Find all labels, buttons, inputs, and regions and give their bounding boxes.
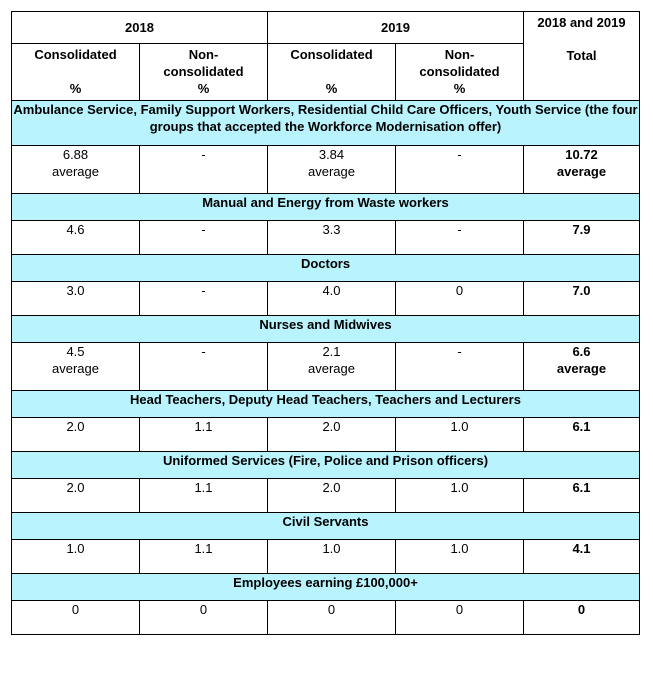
values-row [12,418,640,452]
total-value: 4.1 [524,540,640,574]
total-label: Total [566,48,597,63]
values-row [12,146,640,194]
percent-label: % [69,81,82,96]
pay-award-table [11,11,640,635]
consolidated-2018-value: 1.0 [12,540,140,574]
non-consolidated-2019-header [396,44,524,101]
consolidated-2018-value: 3.0 [12,282,140,316]
consolidated-2018-value: 4.5 average [12,343,140,391]
group-row [12,391,640,418]
consolidated-2019-value: 1.0 [268,540,396,574]
consolidated-2019-value: 3.3 [268,221,396,255]
total-value: 7.9 [524,221,640,255]
non-consolidated-2018-value: - [140,146,268,194]
non-consolidated-2018-header [140,44,268,101]
consolidated-2018-value: 2.0 [12,418,140,452]
consolidated-2018-header [12,44,140,101]
non-consolidated-2019-value: 1.0 [396,479,524,513]
group-row [12,513,640,540]
group-name: Nurses and Midwives [12,316,640,343]
values-row [12,540,640,574]
year-2018-header: 2018 [12,12,268,44]
consolidated-2019-value: 3.84 average [268,146,396,194]
year-2019-header: 2019 [268,12,524,44]
non-label: Non- [444,47,475,62]
group-row [12,194,640,221]
percent-label: % [453,81,466,96]
consolidated-2019-header [268,44,396,101]
group-row [12,316,640,343]
non-consolidated-2019-value: 0 [396,601,524,635]
consolidated-2018-value: 0 [12,601,140,635]
non-label: Non- [188,47,219,62]
total-value: 10.72 average [524,146,640,194]
values-row [12,601,640,635]
group-name: Head Teachers, Deputy Head Teachers, Teachers and Lecturers [12,391,640,418]
total-value: 6.1 [524,418,640,452]
values-row [12,282,640,316]
values-row [12,343,640,391]
group-name: Civil Servants [12,513,640,540]
group-row [12,255,640,282]
percent-label: % [325,81,338,96]
consolidated-2019-value: 0 [268,601,396,635]
consolidated-label: consolidated [163,64,244,79]
total-header [524,12,640,101]
group-row [12,452,640,479]
values-row [12,479,640,513]
non-consolidated-2018-value: 1.1 [140,540,268,574]
group-row [12,574,640,601]
non-consolidated-2018-value: 1.1 [140,418,268,452]
consolidated-2019-value: 2.1 average [268,343,396,391]
non-consolidated-2018-value: - [140,221,268,255]
consolidated-label: consolidated [419,64,500,79]
consolidated-2018-value: 6.88 average [12,146,140,194]
consolidated-2018-value: 4.6 [12,221,140,255]
group-name: Employees earning £100,000+ [12,574,640,601]
non-consolidated-2018-value: - [140,282,268,316]
values-row [12,221,640,255]
consolidated-2019-value: 2.0 [268,479,396,513]
total-value: 6.1 [524,479,640,513]
group-name: Manual and Energy from Waste workers [12,194,640,221]
year-header-row [12,12,640,44]
group-name: Uniformed Services (Fire, Police and Prison officers) [12,452,640,479]
non-consolidated-2019-value: 1.0 [396,540,524,574]
total-value: 6.6 average [524,343,640,391]
total-value: 0 [524,601,640,635]
group-name: Doctors [12,255,640,282]
consolidated-2018-value: 2.0 [12,479,140,513]
consolidated-label: Consolidated [34,47,117,62]
non-consolidated-2019-value: - [396,343,524,391]
percent-label: % [197,81,210,96]
non-consolidated-2019-value: 1.0 [396,418,524,452]
group-name: Ambulance Service, Family Support Workers, Residential Child Care Officers, Youth Service (the four groups that accepted the Workforce Modernisation offer) [12,101,640,146]
total-value: 7.0 [524,282,640,316]
consolidated-2019-value: 2.0 [268,418,396,452]
consolidated-label: Consolidated [290,47,373,62]
non-consolidated-2018-value: - [140,343,268,391]
non-consolidated-2019-value: 0 [396,282,524,316]
non-consolidated-2019-value: - [396,221,524,255]
non-consolidated-2018-value: 1.1 [140,479,268,513]
consolidated-2019-value: 4.0 [268,282,396,316]
non-consolidated-2019-value: - [396,146,524,194]
non-consolidated-2018-value: 0 [140,601,268,635]
group-row [12,101,640,146]
combined-years-label: 2018 and 2019 [537,15,626,30]
